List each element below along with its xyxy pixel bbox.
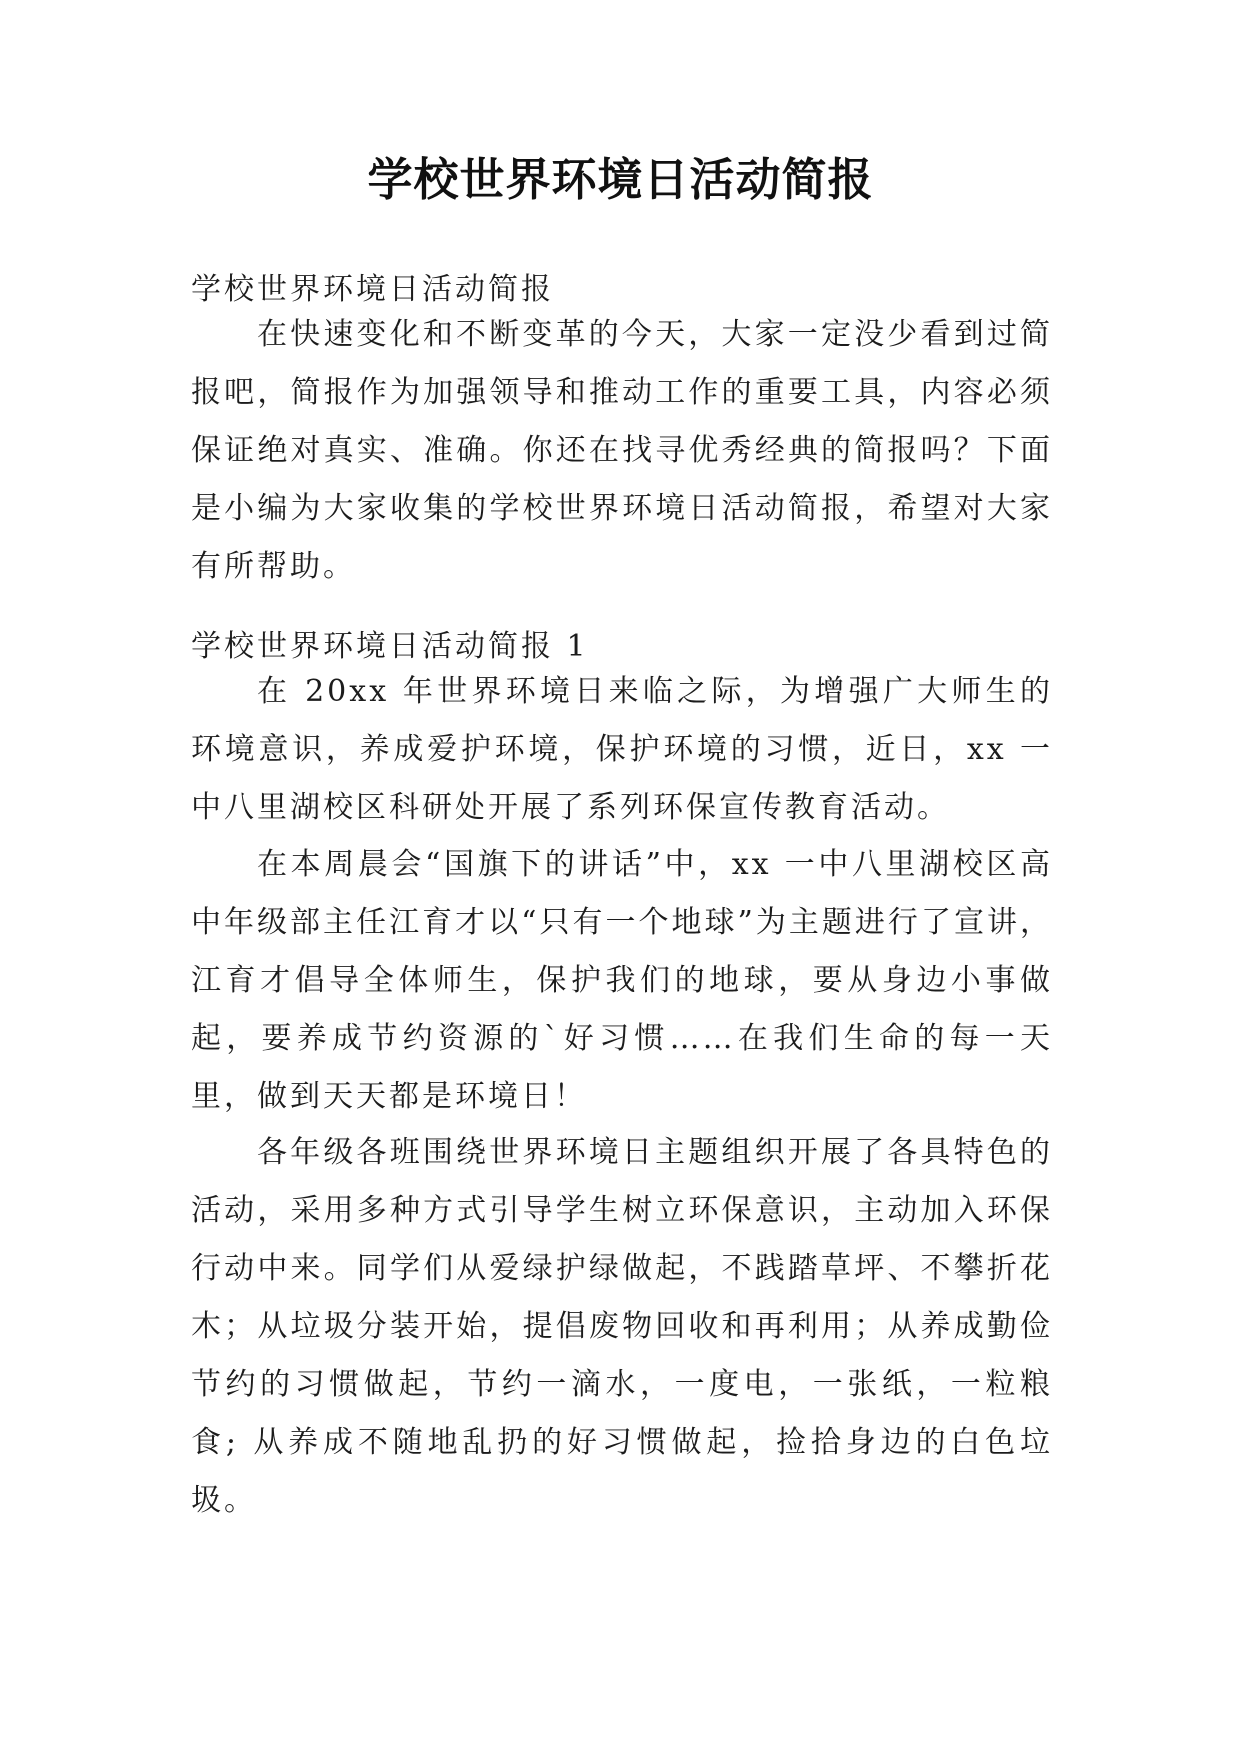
intro-heading: 学校世界环境日活动简报: [191, 272, 554, 307]
intro-paragraph: 在快速变化和不断变革的今天，大家一定没少看到过简报吧，简报作为加强领导和推动工作的重要工具，内容必须保证绝对真实、准确。你还在找寻优秀经典的简报吗？下面是小编为大家收集的学校世界环境日活动简报，希望对大家有所帮助。: [191, 317, 1053, 584]
section-heading: 学校世界环境日活动简报 1: [191, 629, 589, 664]
section-paragraph-2: 在本周晨会“国旗下的讲话”中，xx 一中八里湖校区高中年级部主任江育才以“只有一个地球”为主题进行了宣讲，江育才倡导全体师生，保护我们的地球，要从身边小事做起，要养成节约资源的`好习惯……在我们生命的每一天里，做到天天都是环境日！: [191, 847, 1053, 1114]
section-paragraph-3: 各年级各班围绕世界环境日主题组织开展了各具特色的活动，采用多种方式引导学生树立环保意识，主动加入环保行动中来。同学们从爱绿护绿做起，不践踏草坪、不攀折花木；从垃圾分装开始，提倡废物回收和再利用；从养成勤俭节约的习惯做起，节约一滴水，一度电，一张纸，一粒粮食; 从养成不随地乱扔的好习惯做起，捡拾身边的白色垃圾。: [191, 1135, 1053, 1518]
section-paragraph-1: 在 20xx 年世界环境日来临之际，为增强广大师生的环境意识，养成爱护环境，保护环境的习惯，近日，xx 一中八里湖校区科研处开展了系列环保宣传教育活动。: [191, 674, 1053, 825]
document-title: 学校世界环境日活动简报: [367, 153, 874, 206]
